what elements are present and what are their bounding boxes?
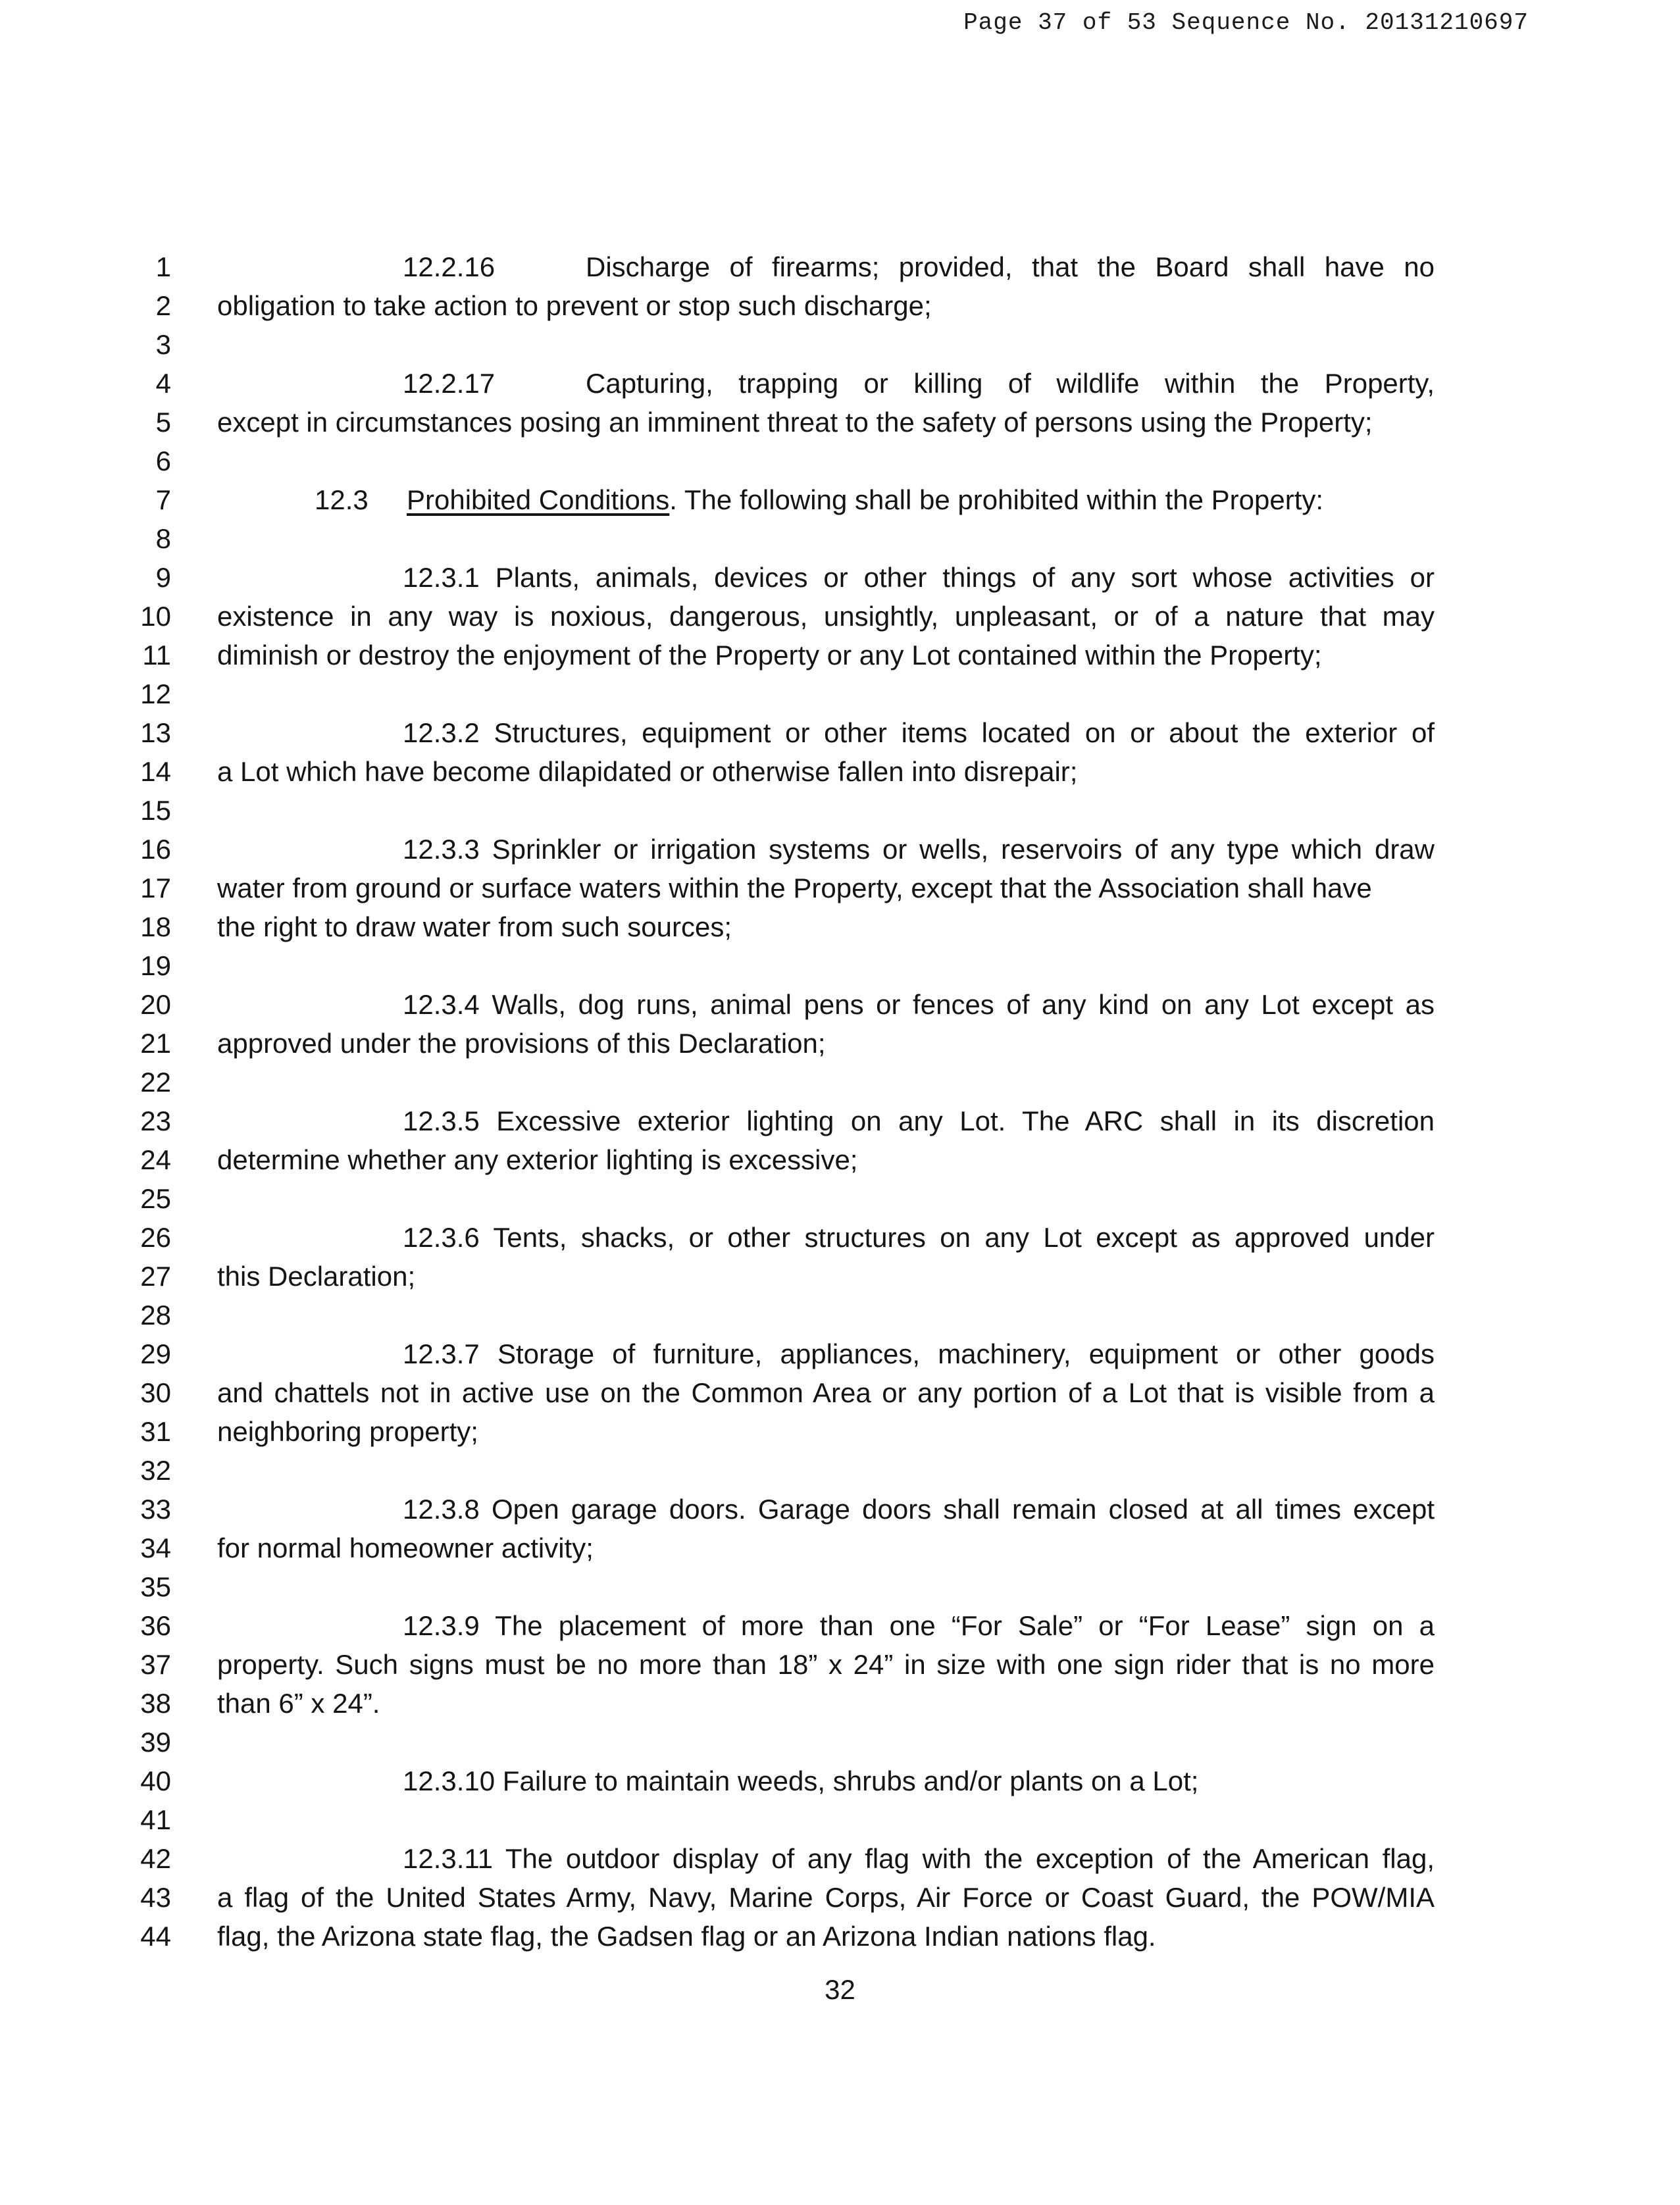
line-text: a Lot which have become dilapidated or otherwise fallen into disrepair; bbox=[217, 756, 1078, 787]
line-text: than 6” x 24”. bbox=[217, 1688, 380, 1719]
line-text: except in circumstances posing an imminent threat to the safety of persons using the Property; bbox=[217, 407, 1373, 438]
line-number: 38 bbox=[140, 1688, 171, 1719]
line-number: 29 bbox=[140, 1338, 171, 1369]
line-number: 15 bbox=[140, 795, 171, 826]
line-number: 9 bbox=[155, 562, 171, 593]
line-number: 1 bbox=[155, 251, 171, 282]
section-text: Capturing, trapping or killing of wildlife within the Property, bbox=[586, 368, 1435, 399]
line-text: 12.3.9 The placement of more than one “For Sale” or “For Lease” sign on a bbox=[403, 1610, 1435, 1641]
line-text: neighboring property; bbox=[217, 1416, 478, 1447]
line-number: 32 bbox=[140, 1455, 171, 1486]
line-number: 31 bbox=[140, 1416, 171, 1447]
line-text: a flag of the United States Army, Navy, Marine Corps, Air Force or Coast Guard, the POW/MIA bbox=[217, 1882, 1435, 1913]
page-number: 32 bbox=[825, 1974, 855, 2005]
line-number: 30 bbox=[140, 1377, 171, 1408]
line-number: 19 bbox=[140, 950, 171, 981]
line-text: 12.3.6 Tents, shacks, or other structures on any Lot except as approved under bbox=[403, 1222, 1435, 1253]
line-text: 12.3.7 Storage of furniture, appliances, machinery, equipment or other goods bbox=[403, 1338, 1435, 1369]
line-text: approved under the provisions of this Declaration; bbox=[217, 1028, 826, 1059]
line-number: 21 bbox=[140, 1028, 171, 1059]
line-text: water from ground or surface waters within the Property, except that the Association shall have bbox=[217, 873, 1372, 903]
line-text bbox=[315, 480, 1435, 520]
line-number: 12 bbox=[140, 678, 171, 709]
section-number: 12.2.17 bbox=[403, 368, 496, 399]
line-number: 33 bbox=[140, 1494, 171, 1525]
line-text: diminish or destroy the enjoyment of the Property or any Lot contained within the Property; bbox=[217, 640, 1322, 671]
line-number: 5 bbox=[155, 407, 171, 438]
line-number: 17 bbox=[140, 873, 171, 903]
line-text: 12.3.10 Failure to maintain weeds, shrubs and/or plants on a Lot; bbox=[403, 1765, 1199, 1796]
line-text: this Declaration; bbox=[217, 1261, 416, 1292]
line-number: 6 bbox=[155, 445, 171, 476]
line-text bbox=[403, 247, 1435, 287]
line-number: 13 bbox=[140, 717, 171, 748]
line-number: 44 bbox=[140, 1921, 171, 1952]
line-number: 7 bbox=[155, 484, 171, 515]
line-text: property. Such signs must be no more than 18” x 24” in size with one sign rider that is no more bbox=[217, 1649, 1435, 1680]
line-number: 39 bbox=[140, 1727, 171, 1758]
line-number: 20 bbox=[140, 989, 171, 1020]
line-number: 43 bbox=[140, 1882, 171, 1913]
section-number: 12.2.16 bbox=[403, 251, 496, 282]
line-number: 2 bbox=[155, 290, 171, 321]
line-text: obligation to take action to prevent or stop such discharge; bbox=[217, 290, 932, 321]
section-text: Discharge of firearms; provided, that the Board shall have no bbox=[586, 251, 1435, 282]
line-number: 36 bbox=[140, 1610, 171, 1641]
line-number: 18 bbox=[140, 911, 171, 942]
line-number: 42 bbox=[140, 1843, 171, 1874]
line-text: flag, the Arizona state flag, the Gadsen flag or an Arizona Indian nations flag. bbox=[217, 1921, 1156, 1952]
line-text: 12.3.1 Plants, animals, devices or other things of any sort whose activities or bbox=[403, 562, 1435, 593]
line-number: 34 bbox=[140, 1533, 171, 1563]
section-number: 12.3 bbox=[315, 484, 369, 515]
line-number: 35 bbox=[140, 1571, 171, 1602]
line-text: and chattels not in active use on the Common Area or any portion of a Lot that is visible from a bbox=[217, 1377, 1435, 1408]
line-number: 26 bbox=[140, 1222, 171, 1253]
line-number: 41 bbox=[140, 1804, 171, 1835]
line-number: 23 bbox=[140, 1105, 171, 1136]
line-number: 22 bbox=[140, 1067, 171, 1098]
line-number: 40 bbox=[140, 1765, 171, 1796]
line-text: determine whether any exterior lighting is excessive; bbox=[217, 1144, 858, 1175]
line-number: 10 bbox=[140, 601, 171, 632]
line-text: 12.3.5 Excessive exterior lighting on any Lot. The ARC shall in its discretion bbox=[403, 1105, 1435, 1136]
line-number: 24 bbox=[140, 1144, 171, 1175]
line-number: 37 bbox=[140, 1649, 171, 1680]
line-text: 12.3.3 Sprinkler or irrigation systems or wells, reservoirs of any type which draw bbox=[403, 834, 1435, 865]
line-text bbox=[403, 364, 1435, 403]
line-text: 12.3.11 The outdoor display of any flag with the exception of the American flag, bbox=[403, 1843, 1435, 1874]
line-text: 12.3.8 Open garage doors. Garage doors shall remain closed at all times except bbox=[403, 1494, 1435, 1525]
line-number: 28 bbox=[140, 1300, 171, 1331]
page-header: Page 37 of 53 Sequence No. 20131210697 bbox=[963, 9, 1529, 36]
line-number: 14 bbox=[140, 756, 171, 787]
line-number: 11 bbox=[142, 640, 171, 671]
line-number: 27 bbox=[140, 1261, 171, 1292]
line-text: 12.3.4 Walls, dog runs, animal pens or fences of any kind on any Lot except as bbox=[403, 989, 1435, 1020]
line-number: 4 bbox=[155, 368, 171, 399]
line-text: 12.3.2 Structures, equipment or other items located on or about the exterior of bbox=[403, 717, 1435, 748]
line-number: 3 bbox=[155, 329, 171, 360]
line-text: the right to draw water from such sources; bbox=[217, 911, 732, 942]
line-number: 16 bbox=[140, 834, 171, 865]
line-number: 8 bbox=[155, 523, 171, 554]
line-text: existence in any way is noxious, dangerous, unsightly, unpleasant, or of a nature that may bbox=[217, 601, 1435, 632]
line-text: for normal homeowner activity; bbox=[217, 1533, 594, 1563]
line-number: 25 bbox=[140, 1183, 171, 1214]
section-text: . The following shall be prohibited within the Property: bbox=[669, 484, 1324, 515]
section-title: Prohibited Conditions bbox=[407, 484, 670, 515]
